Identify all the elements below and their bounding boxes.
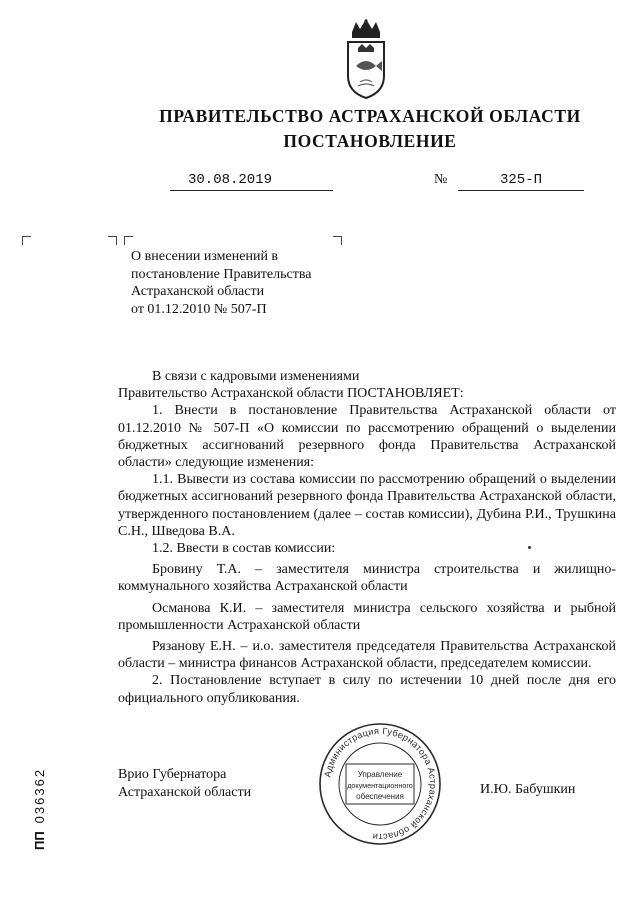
body-paragraph: Рязанову Е.Н. – и.о. заместителя председателя Правительства Астраханской области – министра финансов Астраханской области, председателем комиссии. <box>118 639 616 672</box>
ink-speck <box>528 546 531 549</box>
number-sign: № <box>434 172 448 187</box>
document-type: ПОСТАНОВЛЕНИЕ <box>283 131 457 151</box>
body-paragraph: Османова К.И. – заместителя министра сельского хозяйства и рыбной промышленности Астраханской области <box>118 600 616 633</box>
seal-inner-line: обеспечения <box>356 792 404 801</box>
corner-mark <box>124 236 133 245</box>
astrakhan-coat-of-arms-icon <box>344 18 388 100</box>
signatory-position <box>118 766 251 802</box>
subject-line: постановление Правительства <box>131 266 312 282</box>
document-body <box>118 368 616 707</box>
official-seal <box>318 722 442 846</box>
serial-digits: 036362 <box>32 767 47 824</box>
form-serial-number <box>32 768 47 850</box>
seal-inner-line: документационного <box>347 781 413 790</box>
body-paragraph: 2. Постановление вступает в силу по истечении 10 дней после дня его официального опубликования. <box>118 673 616 706</box>
body-paragraph: 1. Внести в постановление Правительства Астраханской области от 01.12.2010 № 507-П «О комиссии по рассмотрению обращений о выделении бюджетных ассигнований резервного фонда Правительства Астраханской области» следующие изменения: <box>118 403 616 471</box>
subject-line: О внесении изменений в <box>131 249 279 264</box>
corner-mark <box>22 236 31 245</box>
document-number: 325-П <box>458 172 584 191</box>
body-paragraph: 1.2. Ввести в состав комиссии: <box>152 541 336 557</box>
seal-inner-line: Управление <box>357 770 403 779</box>
body-paragraph: Правительство Астраханской области ПОСТАНОВЛЯЕТ: <box>118 386 464 402</box>
corner-mark <box>108 236 117 245</box>
subject-line: Астраханской области <box>131 284 265 299</box>
corner-mark <box>333 236 342 245</box>
signatory-name: И.Ю. Бабушкин <box>480 782 576 797</box>
body-paragraph: Бровину Т.А. – заместителя министра строительства и жилищно-коммунального хозяйства Астраханской области <box>118 562 616 595</box>
subject-line: от 01.12.2010 № 507-П <box>131 301 267 317</box>
signatory-position-line: Астраханской области <box>118 785 252 800</box>
serial-series: ПП <box>32 831 47 850</box>
seal-outer-text: Администрация Губернатора Астраханской области <box>322 725 439 843</box>
signatory-position-line: Врио Губернатора <box>118 767 227 782</box>
government-title: ПРАВИТЕЛЬСТВО АСТРАХАНСКОЙ ОБЛАСТИ <box>159 106 581 126</box>
body-paragraph: 1.1. Вывести из состава комиссии по рассмотрению обращений о выделении бюджетных ассигнований резервного фонда Правительства Астраханской области, утвержденного постановлением (далее – состав комиссии), Дубина Р.И., Трушкина С.Н., Шведова В.А. <box>118 472 616 539</box>
body-paragraph: В связи с кадровыми изменениями <box>152 369 360 384</box>
document-subject <box>131 248 311 318</box>
document-date: 30.08.2019 <box>170 172 333 191</box>
